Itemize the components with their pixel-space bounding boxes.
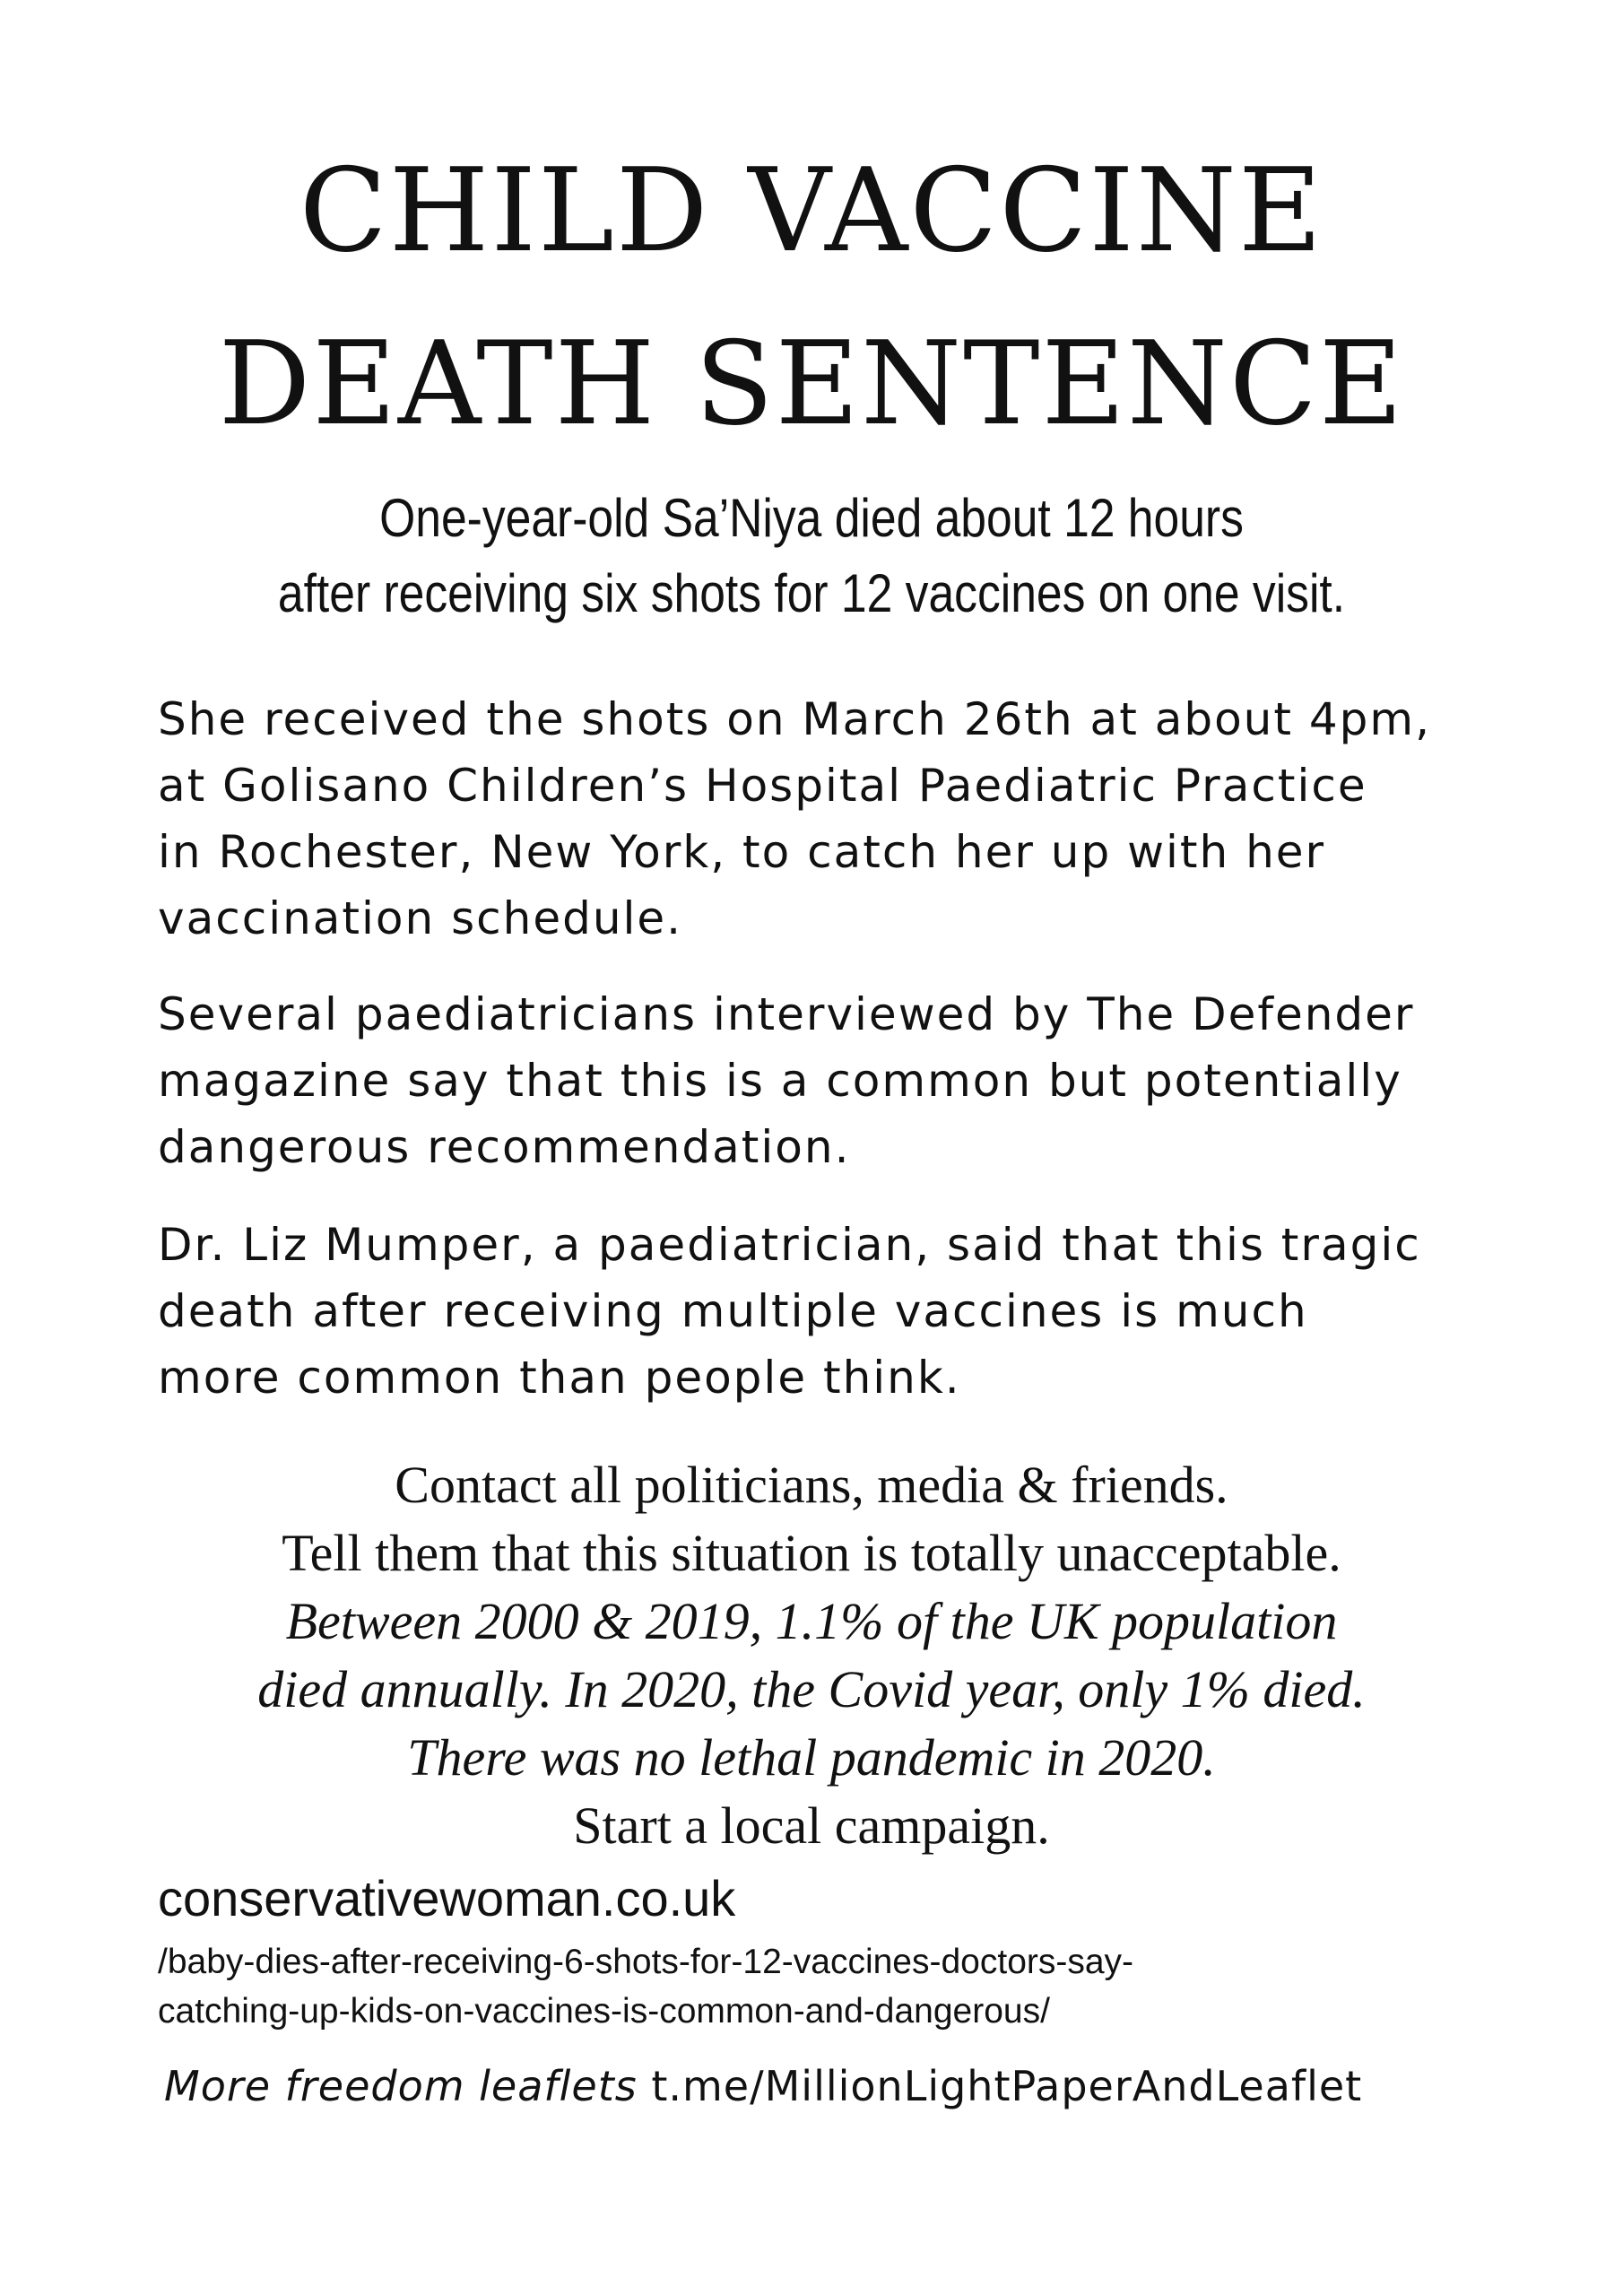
- body-line: She received the shots on March 26th at about 4pm,: [158, 693, 1431, 745]
- source-site: conservativewoman.co.uk: [158, 1870, 736, 1926]
- subheadline-line-2: after receiving six shots for 12 vaccines on one visit.: [277, 563, 1346, 623]
- body-line: dangerous recommendation.: [158, 1121, 851, 1173]
- body-line: in Rochester, New York, to catch her up with her: [158, 826, 1326, 878]
- footer: [164, 2062, 1363, 2110]
- body-line: magazine say that this is a common but potentially: [158, 1055, 1402, 1107]
- cta-tell-line: Tell them that this situation is totally unacceptable.: [282, 1524, 1341, 1582]
- headline-line-2: DEATH SENTENCE: [218, 317, 1405, 451]
- cta-campaign-line: Start a local campaign.: [573, 1796, 1050, 1855]
- headline-line-1: CHILD VACCINE: [299, 144, 1324, 278]
- source-path-line-2: catching-up-kids-on-vaccines-is-common-and-dangerous/: [158, 1992, 1050, 2031]
- body-line: more common than people think.: [158, 1352, 961, 1404]
- body-line: Several paediatricians interviewed by The Defender: [158, 988, 1415, 1040]
- cta-stats-line-2: died annually. In 2020, the Covid year, only 1% died.: [257, 1660, 1366, 1718]
- body-line: at Golisano Children’s Hospital Paediatric Practice: [158, 760, 1367, 812]
- body-line: Dr. Liz Mumper, a paediatrician, said that this tragic: [158, 1219, 1421, 1271]
- cta-stats-line-3: There was no lethal pandemic in 2020.: [407, 1728, 1216, 1787]
- cta-stats-line-1: Between 2000 & 2019, 1.1% of the UK population: [285, 1592, 1338, 1650]
- footer-lead: More freedom leaflets: [164, 2062, 652, 2110]
- source-path-line-1: /baby-dies-after-receiving-6-shots-for-12-vaccines-doctors-say-: [158, 1943, 1134, 1981]
- cta-contact-line: Contact all politicians, media & friends.: [395, 1456, 1228, 1514]
- body-line: vaccination schedule.: [158, 892, 683, 944]
- body-line: death after receiving multiple vaccines is much: [158, 1285, 1308, 1337]
- footer-link: t.me/MillionLightPaperAndLeaflet: [651, 2062, 1363, 2110]
- subheadline-line-1: One-year-old Sa’Niya died about 12 hours: [379, 488, 1244, 548]
